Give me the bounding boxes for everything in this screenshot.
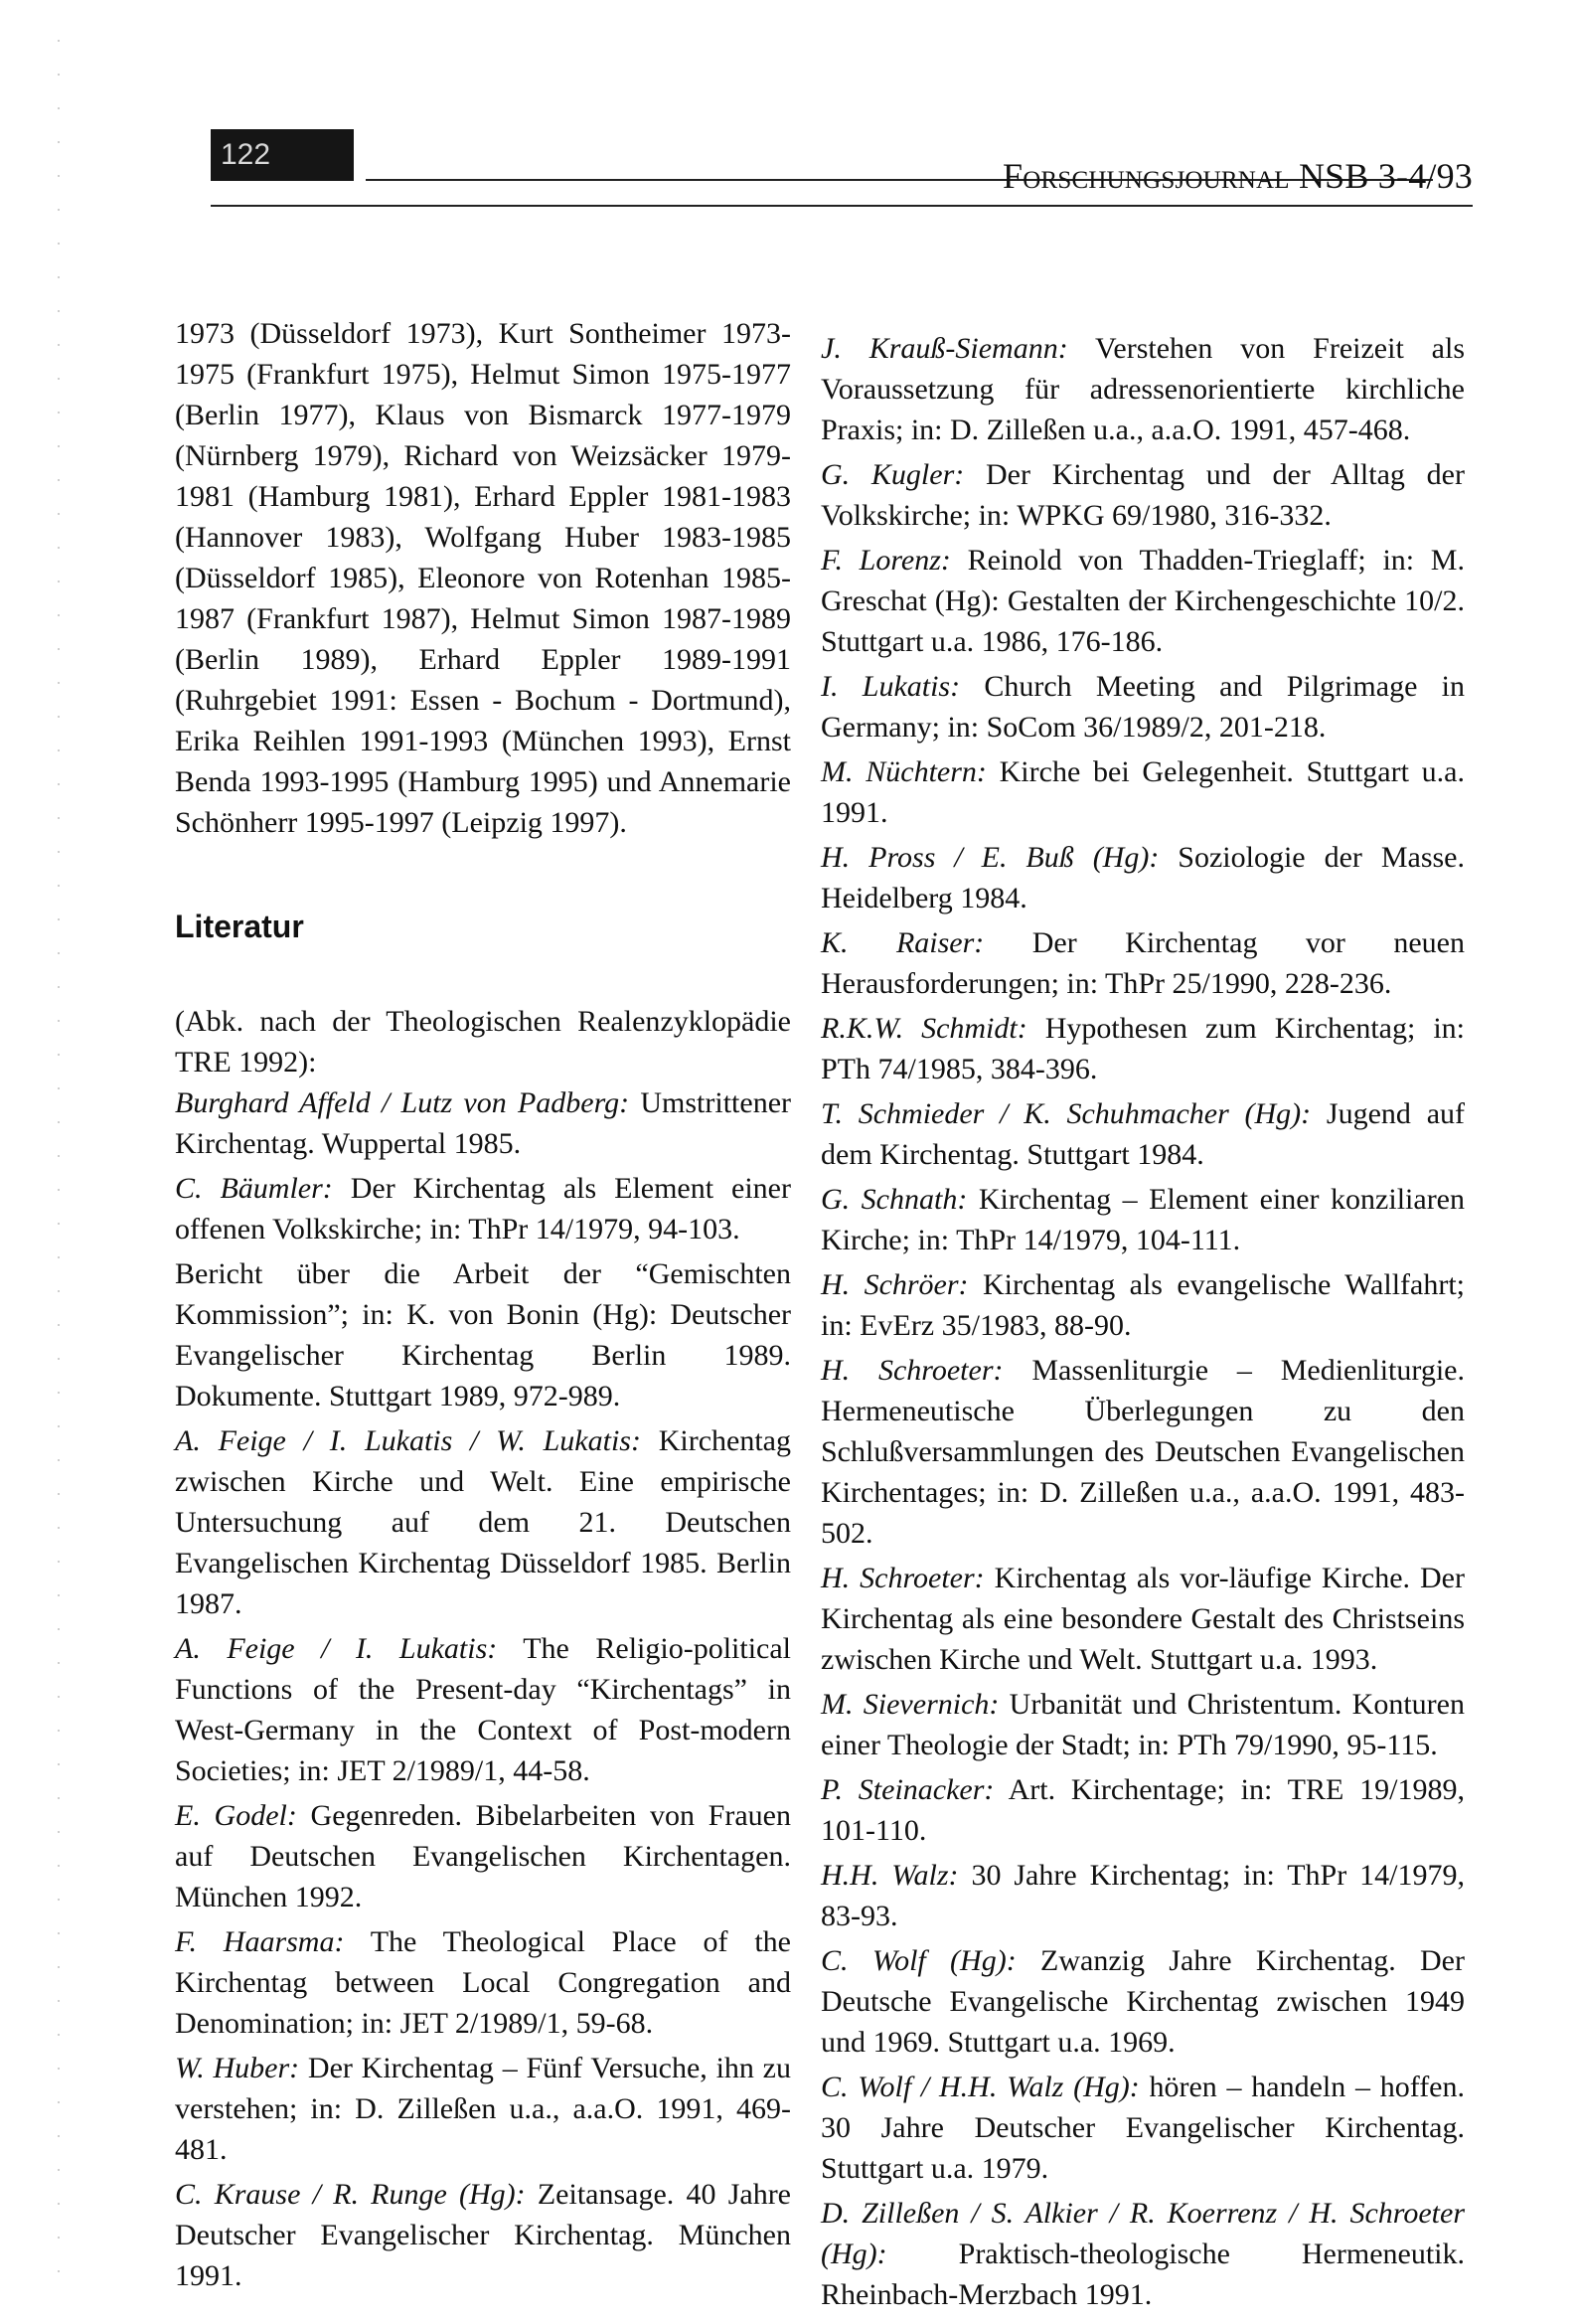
reference-entry (821, 1769, 1465, 1851)
reference-entry (821, 1684, 1465, 1765)
reference-entry (821, 1940, 1465, 2063)
reference-entry (821, 751, 1465, 833)
reference-entry (821, 540, 1465, 662)
reference-text: Zeitansage. 40 Jahre Deutscher Evangelischer Kirchentag. München 1991. (175, 2178, 791, 2292)
reference-author: R.K.W. Schmidt: (821, 1012, 1027, 1045)
reference-author: F. Haarsma: (175, 1925, 345, 1958)
reference-text: Bericht über die Arbeit der “Gemischten Kommission”; in: K. von Bonin (Hg): Deutscher Evangelischer Kirchentag Berlin 1989. Dokumente. Stuttgart 1989, 972-989. (175, 1257, 791, 1412)
reference-text: Praktisch-theologische Hermeneutik. Rheinbach-Merzbach 1991. (821, 2238, 1465, 2311)
reference-text: Kirchentag als evangelische Wallfahrt; in: EvErz 35/1983, 88-90. (821, 1268, 1466, 1342)
reference-text: Reinold von Thadden-Trieglaff; in: M. Greschat (Hg): Gestalten der Kirchengeschichte 10/2. Stuttgart u.a. 1986, 176-186. (821, 544, 1465, 658)
reference-text: Kirchentag als vor-läufige Kirche. Der Kirchentag als eine besondere Gestalt des Christseins zwischen Kirche und Welt. Stuttgart u.a. 1993. (821, 1562, 1465, 1676)
reference-author: G. Schnath: (821, 1183, 968, 1216)
reference-author: G. Kugler: (821, 458, 965, 491)
reference-author: H. Schröer: (821, 1268, 969, 1301)
reference-entry (175, 1420, 791, 1624)
reference-text: Jugend auf dem Kirchentag. Stuttgart 1984. (821, 1097, 1465, 1171)
reference-entry (821, 454, 1465, 536)
reference-author: H.H. Walz: (821, 1859, 959, 1892)
reference-author: E. Godel: (175, 1799, 297, 1832)
header-rule-bottom (211, 205, 1473, 207)
right-column (821, 328, 1465, 2319)
reference-author: M. Nüchtern: (821, 755, 987, 788)
reference-entry (821, 1179, 1465, 1260)
reference-entry (821, 2067, 1465, 2189)
reference-entry (821, 1855, 1465, 1936)
reference-author: C. Bäumler: (175, 1172, 333, 1205)
journal-issue: NSB 3-4/93 (1298, 156, 1473, 196)
reference-entry (175, 1082, 791, 1164)
reference-text: Art. Kirchentage; in: TRE 19/1989, 101-110. (821, 1773, 1465, 1847)
reference-entry (175, 2174, 791, 2296)
reference-author: P. Steinacker: (821, 1773, 995, 1806)
reference-entry (175, 1253, 791, 1416)
reference-entry (821, 922, 1465, 1004)
reference-author: W. Huber: (175, 2052, 300, 2084)
reference-author: F. Lorenz: (821, 544, 951, 577)
reference-text: The Theological Place of the Kirchentag between Local Congregation and Denomination; in: JET 2/1989/1, 59-68. (175, 1925, 791, 2040)
reference-author: H. Pross / E. Buß (Hg): (821, 841, 1160, 874)
journal-name: Forschungsjournal (1003, 156, 1290, 196)
reference-author: H. Schroeter: (821, 1354, 1004, 1387)
reference-text: Der Kirchentag als Element einer offenen Volkskirche; in: ThPr 14/1979, 94-103. (175, 1172, 791, 1245)
reference-text: Hypothesen zum Kirchentag; in: PTh 74/1985, 384-396. (821, 1012, 1466, 1085)
reference-text: 30 Jahre Kirchentag; in: ThPr 14/1979, 83-93. (821, 1859, 1465, 1932)
reference-text: Gegenreden. Bibelarbeiten von Frauen auf Deutschen Evangelischen Kirchentagen. München 1992. (175, 1799, 791, 1913)
reference-text: Umstrittener Kirchentag. Wuppertal 1985. (175, 1086, 791, 1160)
reference-author: T. Schmieder / K. Schuhmacher (Hg): (821, 1097, 1312, 1130)
reference-author: M. Sievernich: (821, 1688, 1000, 1721)
right-reference-list (821, 328, 1465, 2315)
reference-entry (175, 1168, 791, 1249)
reference-text: Kirche bei Gelegenheit. Stuttgart u.a. 1991. (821, 755, 1465, 829)
reference-entry (175, 1628, 791, 1791)
reference-entry (821, 2193, 1465, 2315)
reference-author: Burghard Affeld / Lutz von Padberg: (175, 1086, 630, 1119)
reference-text: Kirchentag zwischen Kirche und Welt. Eine empirische Untersuchung auf dem 21. Deutschen Evangelischen Kirchentag Düsseldorf 1985. Berlin 1987. (175, 1424, 791, 1620)
reference-text: Der Kirchentag und der Alltag der Volkskirche; in: WPKG 69/1980, 316-332. (821, 458, 1465, 532)
reference-text: The Religio-political Functions of the Present-day “Kirchentags” in West-Germany in the Context of Post-modern Societies; in: JET 2/1989/1, 44-58. (175, 1632, 792, 1787)
reference-text: Massenliturgie – Medienliturgie. Hermeneutische Überlegungen zu den Schlußversammlungen des Deutschen Evangelischen Kirchentages; in: D. Zilleßen u.a., a.a.O. 1991, 483-502. (821, 1354, 1465, 1550)
reference-entry (175, 2048, 791, 2170)
reference-entry (821, 1350, 1465, 1554)
reference-entry (821, 1008, 1465, 1089)
reference-author: C. Krause / R. Runge (Hg): (175, 2178, 526, 2211)
left-reference-list (175, 1082, 791, 2296)
reference-text: Kirchentag – Element einer konziliaren Kirche; in: ThPr 14/1979, 104-111. (821, 1183, 1465, 1256)
journal-title (1003, 155, 1473, 197)
reference-author: H. Schroeter: (821, 1562, 985, 1594)
reference-author: J. Krauß-Siemann: (821, 332, 1068, 365)
reference-text: Urbanität und Christentum. Konturen einer Theologie der Stadt; in: PTh 79/1990, 95-115. (821, 1688, 1465, 1761)
reference-entry (821, 1093, 1465, 1175)
reference-entry (821, 328, 1465, 450)
left-column (175, 313, 791, 2300)
reference-entry (175, 1921, 791, 2044)
page-number: 122 (211, 129, 354, 181)
intro-paragraph: 1973 (Düsseldorf 1973), Kurt Sontheimer 1973-1975 (Frankfurt 1975), Helmut Simon 1975-1977 (Berlin 1977), Klaus von Bismarck 1977-1979 (Nürnberg 1979), Richard von Weizsäcker 1979-1981 (Hamburg 1981), Erhard Eppler 1981-1983 (Hannover 1983), Wolfgang Huber 1983-1985 (Düsseldorf 1985), Eleonore von Rotenhan 1985-1987 (Frankfurt 1987), Helmut Simon 1987-1989 (Berlin 1989), Erhard Eppler 1989-1991 (Ruhrgebiet 1991: Essen - Bochum - Dortmund), Erika Reihlen 1991-1993 (München 1993), Ernst Benda 1993-1995 (Hamburg 1995) und Annemarie Schönherr 1995-1997 (Leipzig 1997). (175, 317, 791, 839)
reference-entry (821, 837, 1465, 918)
reference-entry (821, 1558, 1465, 1680)
reference-author: D. Zilleßen / S. Alkier / R. Koerrenz / H. Schroeter (Hg): (821, 2197, 1465, 2270)
scan-edge-dots (58, 40, 60, 2276)
reference-text: Der Kirchentag – Fünf Versuche, ihn zu verstehen; in: D. Zilleßen u.a., a.a.O. 1991, 469-481. (175, 2052, 791, 2166)
reference-text: hören – handeln – hoffen. 30 Jahre Deutscher Evangelischer Kirchentag. Stuttgart u.a. 1979. (821, 2071, 1465, 2185)
reference-author: I. Lukatis: (821, 670, 961, 703)
reference-author: C. Wolf / H.H. Walz (Hg): (821, 2071, 1140, 2103)
page-header (211, 129, 1473, 209)
reference-text: Der Kirchentag vor neuen Herausforderungen; in: ThPr 25/1990, 228-236. (821, 926, 1465, 1000)
reference-author: A. Feige / I. Lukatis / W. Lukatis: (175, 1424, 641, 1457)
abbreviation-note: (Abk. nach der Theologischen Realenzyklopädie TRE 1992): (175, 1005, 791, 1079)
reference-text: Church Meeting and Pilgrimage in Germany; in: SoCom 36/1989/2, 201-218. (821, 670, 1465, 744)
section-heading: Literatur (175, 909, 304, 944)
reference-text: Verstehen von Freizeit als Voraussetzung für adressenorientierte kirchliche Praxis; in: D. Zilleßen u.a., a.a.O. 1991, 457-468. (821, 332, 1465, 446)
reference-author: A. Feige / I. Lukatis: (175, 1632, 498, 1665)
reference-author: K. Raiser: (821, 926, 985, 959)
reference-author: C. Wolf (Hg): (821, 1944, 1017, 1977)
reference-entry (175, 1795, 791, 1917)
reference-entry (821, 666, 1465, 747)
reference-text: Zwanzig Jahre Kirchentag. Der Deutsche Evangelische Kirchentag zwischen 1949 und 1969. Stuttgart u.a. 1969. (821, 1944, 1465, 2059)
reference-entry (821, 1264, 1465, 1346)
reference-text: Soziologie der Masse. Heidelberg 1984. (821, 841, 1465, 914)
